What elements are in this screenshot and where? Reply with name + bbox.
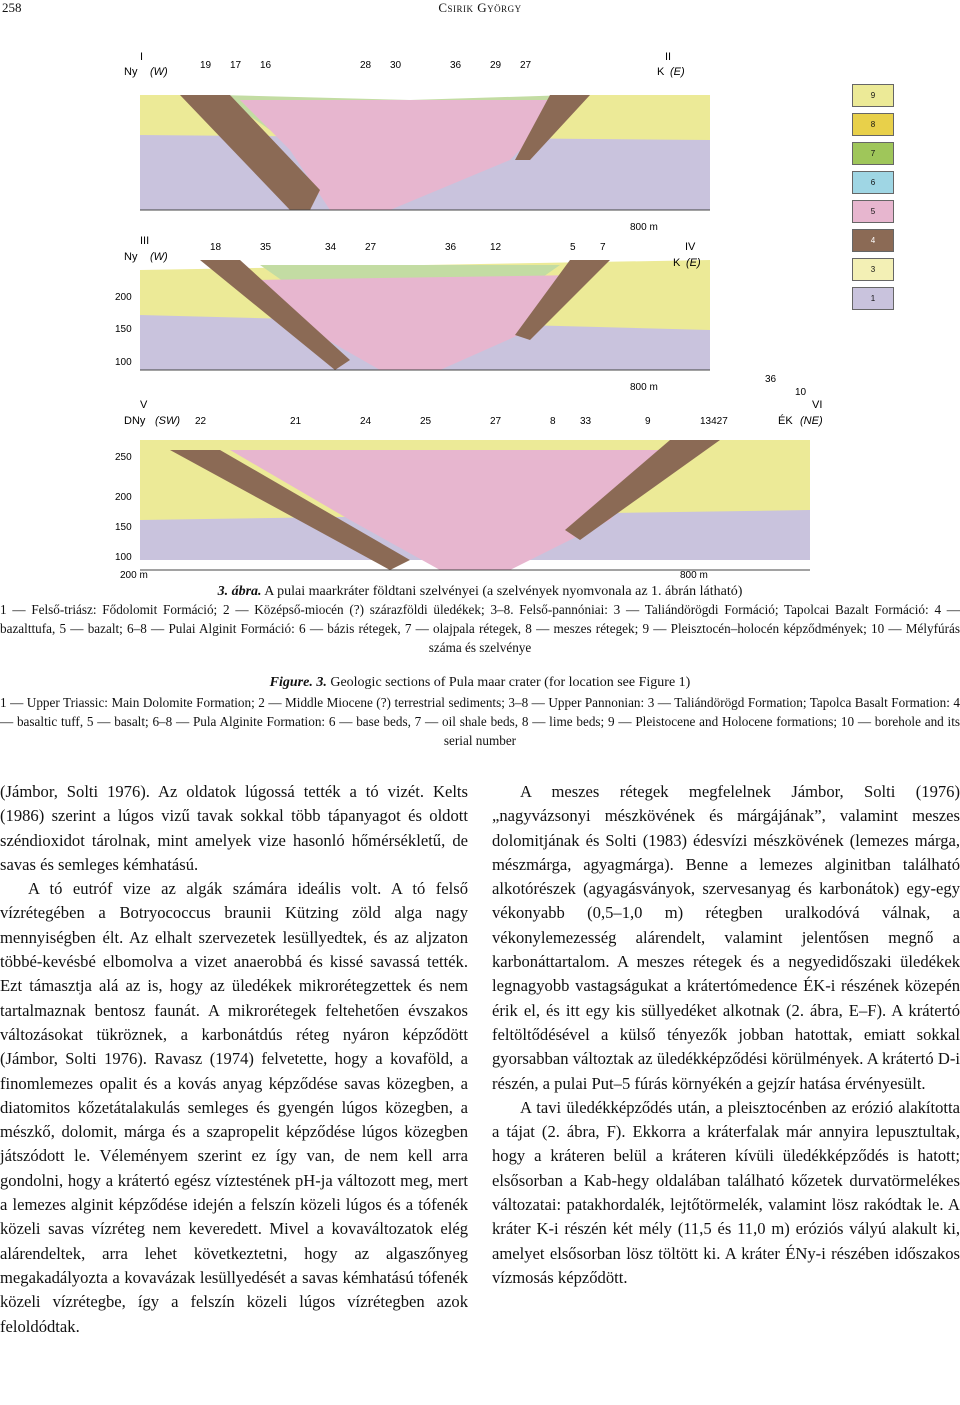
caption-hu-figno: 3. ábra.: [217, 584, 262, 599]
elev-150: 150: [115, 324, 132, 335]
section-1: [124, 51, 710, 233]
label-III-dir: Ny: [124, 251, 138, 263]
label-V-dir-en: (SW): [155, 415, 181, 427]
bh-5: 36: [445, 242, 457, 253]
label-VI-dir-en: (NE): [800, 415, 823, 427]
sections-svg: [110, 40, 850, 580]
figure-legend: [852, 84, 896, 316]
bh-6: 8: [550, 416, 556, 427]
elev-150: 150: [115, 522, 132, 533]
legend-9: 9: [852, 84, 894, 107]
bh-3: 16: [260, 60, 272, 71]
label-VI-dir: ÉK: [778, 415, 793, 427]
legend-4: 4: [852, 229, 894, 252]
running-title: Csirik György: [438, 0, 522, 15]
elev-200m: 200 m: [120, 570, 148, 580]
bh-6: 36: [450, 60, 462, 71]
bh-extra-2: 10: [795, 387, 807, 398]
bh-8: 9: [645, 416, 651, 427]
label-III-dir-en: (W): [150, 251, 168, 263]
paragraph: A tó eutróf vize az algák számára ideális volt. A tó felső vízrétegében a Botryococcus braunii Kützing zöld alga nagy mennyiségben élt. Az elhalt szervezetek lesüllyedtek, és az aljzaton többé-kevésbé elbomolva a vizet anaerobbá és kissé savassá tették. Ezt támasztja alá az is, hogy az üledékek mikrorétegzettek és nem tartalmaznak bentosz faunát. A mikrorétegek feltehetően évszakos változásokat tükröznek, a karbonátdús réteg nyáron képződött (Jámbor, Solti 1976). Ravasz (1974) felvetette, hogy a kovaföld, a finomlemezes opalit és a kovás anyag képződése savas közegben, a diatomitos kőzetátalakulás semleges és gyengén lúgos közegben, a mészkő, dolomit, márga és a szapropelit képződése lúgos közegben játszódott le. Véleményem szerint ez így van, de nem kell arra gondolni, hogy a krátertó egész víztestének pH-ja változott meg, mert a lemezes alginit képződése idején a felszín közeli lúgos és a tófenék közeli savas vízréteg nem keveredett. Mivel a kovaváltozatok elég alárendeltek, arra lehet következtetni, hogy az algaszőnyeg megakadályozta a kovavázak lesüllyedését a savas kémhatású tófenék közeli vízrétegbe, így a felszín közeli lúgos vízrétegben azok feloldódtak.: [0, 879, 468, 1336]
bh-6: 12: [490, 242, 502, 253]
label-I-dir: Ny: [124, 66, 138, 78]
elev-100: 100: [115, 357, 132, 368]
bh-2: 21: [290, 416, 302, 427]
bh-1: 22: [195, 416, 207, 427]
label-I: I: [140, 51, 144, 63]
elev-250: 250: [115, 452, 132, 463]
legend-6: 6: [852, 171, 894, 194]
label-II: II: [665, 51, 672, 63]
label-VI: VI: [812, 399, 823, 411]
scale-1: 800 m: [630, 222, 658, 233]
page-number: 258: [2, 0, 22, 15]
bh-7: 29: [490, 60, 502, 71]
geologic-sections-figure: [110, 40, 876, 580]
label-II-dir-en: (E): [670, 66, 685, 78]
label-I-dir-en: (W): [150, 66, 168, 78]
caption-en-figno: Figure. 3.: [269, 675, 327, 690]
caption-en-title: [0, 674, 960, 691]
bh-8: 27: [520, 60, 532, 71]
label-II-dir: K: [657, 66, 665, 78]
scale-2: 800 m: [630, 382, 658, 393]
label-IV-dir-en: (E): [686, 257, 701, 269]
scale-3: 800 m: [680, 570, 708, 580]
bh-4: 25: [420, 416, 432, 427]
label-V: V: [140, 399, 148, 411]
legend-1: 1: [852, 287, 894, 310]
legend-8: 8: [852, 113, 894, 136]
caption-en-text: Geologic sections of Pula maar crater (for location see Figure 1): [326, 675, 691, 690]
bh-7: 33: [580, 416, 592, 427]
bh-5: 27: [490, 416, 502, 427]
page-header: [0, 0, 960, 18]
bh-5: 30: [390, 60, 402, 71]
bh-4: 27: [365, 242, 377, 253]
paragraph: (Jámbor, Solti 1976). Az oldatok lúgossá tették a tó vizét. Kelts (1986) szerint a lúgos vizű tavak sokkal több tápanyagot és oldott széndioxidot tárolnak, mint amelyek vize hasonló hőmérsékletű, de savas és semleges kémhatású.: [0, 782, 468, 874]
elev-100: 100: [115, 552, 132, 563]
label-V-dir: DNy: [124, 415, 146, 427]
left-column: [0, 780, 468, 1339]
legend-7: 7: [852, 142, 894, 165]
bh-2: 17: [230, 60, 242, 71]
elev-200: 200: [115, 492, 132, 503]
bh-7: 5: [570, 242, 576, 253]
caption-hu-text: A pulai maarkráter földtani szelvényei (a szelvények nyomvonala az 1. ábrán látható): [261, 584, 743, 599]
bh-9: 13427: [700, 416, 728, 427]
right-column: [492, 780, 960, 1290]
bh-3: 34: [325, 242, 337, 253]
legend-3: 3: [852, 258, 894, 281]
label-IV: IV: [685, 241, 696, 253]
label-III: III: [140, 235, 150, 247]
bh-3: 24: [360, 416, 372, 427]
bh-4: 28: [360, 60, 372, 71]
bh-1: 18: [210, 242, 222, 253]
bh-2: 35: [260, 242, 272, 253]
bh-extra-1: 36: [765, 374, 777, 385]
legend-5: 5: [852, 200, 894, 223]
bh-1: 19: [200, 60, 212, 71]
label-IV-dir: K: [673, 257, 681, 269]
bh-8: 7: [600, 242, 606, 253]
section-2: [115, 235, 710, 393]
elev-200: 200: [115, 292, 132, 303]
caption-en-legend: 1 — Upper Triassic: Main Dolomite Formation; 2 — Middle Miocene (?) terrestrial sediments; 3–8 — Upper Pannonian: 3 — Taliándörögd Formation; Tapolca Basalt Formation: 4 — basaltic tuff, 5 — basalt; 6–8 — Pula Alginite Formation: 6 — base beds, 7 — oil shale beds, 8 — lime beds; 9 — Pleistocene and Holocene formations; 10 — borehole and its serial number: [0, 695, 960, 748]
section-3: [115, 374, 823, 580]
caption-hu-legend: 1 — Felső-triász: Fődolomit Formáció; 2 — Középső-miocén (?) szárazföldi üledékek; 3–8. Felső-pannóniai: 3 — Taliándörögdi Formáció; Tapolcai Bazalt Formáció: 4 — bazalttufa, 5 — bazalt; 6–8 — Pulai Alginit Formáció: 6 — bázis rétegek, 7 — olajpala rétegek, 8 — meszes rétegek; 9 — Pleisztocén–holocén képződmények; 10 — Mélyfúrás száma és szelvénye: [0, 602, 960, 655]
paragraph: A meszes rétegek megfelelnek Jámbor, Solti (1976) „nagyvázsonyi mészkövének és márgájának”, valamint meszes dolomitjának és Solti (1983) édesvízi mészkövének (lemezes márga, mészmárga, agyagmárga). Benne a lemezes alginitban található alkotórészek (agyagásványok, szervesanyag és karbonátok) egy-egy vékonyabb (0,5–1,0 m) rétegben uralkodóvá válnak, a vékonylemezesség alárendelt, valamint jelentősen megnő a karbonáttartalom. A meszes rétegek és a negyedidőszaki üledékek legnagyobb vastagságukat a krátertómedence ÉK-i részének közepén érik el, és itt egy kis süllyedéket alkotnak (2. ábra, E–F). A krátertó feltöltődésével a külső tényezők jobban hatottak, emiatt sokkal gyorsabban változtak az üledékképződési körülmények. A krátertó D-i részén, a pulai Put–5 fúrás környékén a gejzír hatása érvényesült.: [492, 782, 960, 1093]
caption-hu-title: [0, 583, 960, 600]
paragraph: A tavi üledékképződés után, a pleisztocénben az erózió alakította a tájat (2. ábra, F). Ekkorra a kráterfalak már annyira lepusztultak, hogy a kráteren belül a kráteren kívüli üledékképződés is hatott; elsősorban a Kab-hegy oldalában található kőzetek durvatörmelékes változatai: patakhordalék, lejtőtörmelék, valamint lösz rakódtak le. A kráter K-i részén két mély (11,5 és 11,0 m) eróziós vályú alakult ki, amelyet elsősorban lösz töltött ki. A kráter ÉNy-i részében időszakos vízmosás képződött.: [492, 1097, 960, 1287]
